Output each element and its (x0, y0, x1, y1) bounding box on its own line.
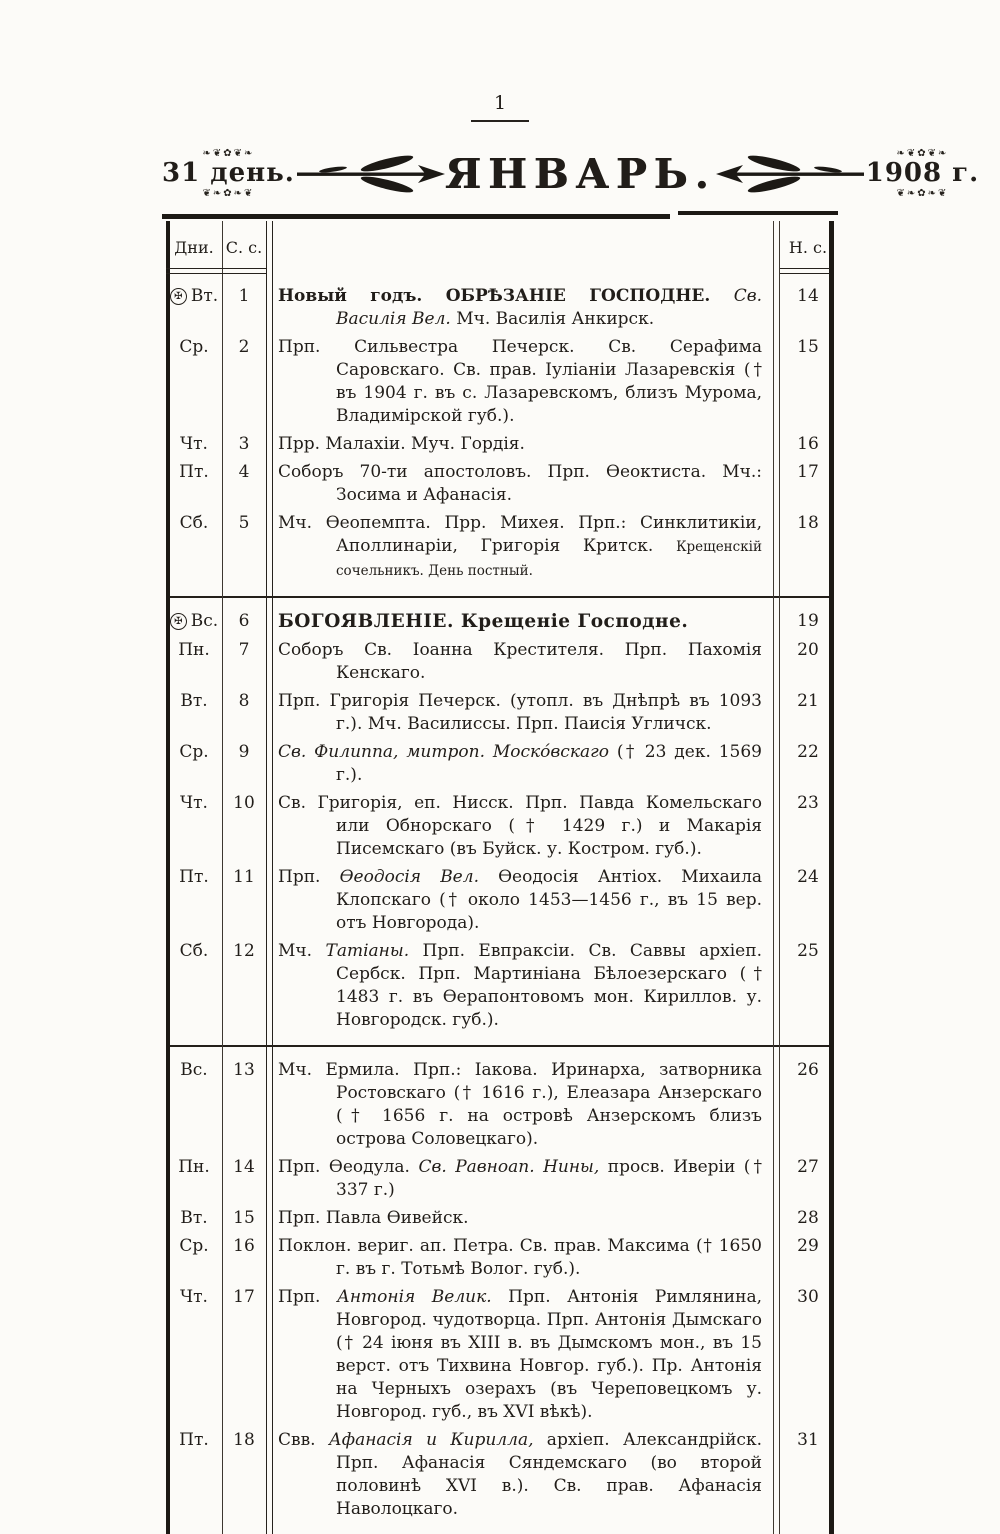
day-of-week-cell (166, 285, 222, 308)
saints-text (266, 741, 782, 787)
day-of-week-label: Сб. (179, 513, 209, 533)
day-of-week-cell (166, 792, 222, 815)
saints-text (266, 1235, 782, 1281)
saints-list: Прп. Ѳеодула. (278, 1157, 419, 1177)
old-style-date: 7 (238, 640, 250, 660)
old-style-date: 3 (238, 434, 250, 454)
saints-list: Соборъ Св. Іоанна Крестителя. Прп. Пахомія Кенскаго. (278, 640, 762, 683)
saints-text (266, 639, 782, 685)
days-count-label: 31 день. (162, 158, 295, 189)
day-of-week-label: Пт. (179, 1430, 209, 1450)
masthead (162, 142, 980, 206)
saints-text (266, 866, 782, 935)
saints-text (266, 1156, 782, 1202)
old-style-date: 16 (233, 1236, 255, 1256)
day-of-week-cell (166, 741, 222, 764)
old-style-date: 15 (233, 1208, 255, 1228)
saint-name-emphasis: Афанасія и Кирилла, (328, 1430, 534, 1450)
day-of-week-cell (166, 940, 222, 963)
saints-list: Ѳеодосія Антіох. Михаила Клопскаго († около 1453—1456 г., въ 15 вер. отъ Новгорода). (336, 867, 762, 933)
old-style-date: 1 (238, 286, 250, 306)
saint-name-emphasis: Св. Филиппа, митроп. Моско́вскаго (278, 742, 609, 762)
day-of-week-label: Ср. (179, 742, 209, 762)
day-of-week-cell (166, 1207, 222, 1230)
saints-list: Соборъ 70-ти апостоловъ. Прп. Ѳеоктиста. Мч.: Зосима и Афанасія. (278, 462, 762, 505)
saints-text (266, 1207, 782, 1230)
day-of-week-cell (166, 610, 222, 633)
new-style-date: 15 (797, 337, 819, 357)
saints-list: († 23 дек. 1569 г.). (336, 742, 763, 785)
new-style-date: 25 (797, 941, 819, 961)
old-style-date: 2 (238, 337, 250, 357)
day-of-week-cell (166, 1059, 222, 1082)
new-style-date: 23 (797, 793, 819, 813)
saints-list: Мч. (278, 941, 326, 961)
saints-list: архіеп. Александрійск. Прп. Афанасія Сяндемскаго (во второй половинѣ XVI в.). Св. прав. Афанасія Наволоцкаго. (336, 1430, 762, 1519)
new-style-date: 19 (797, 611, 819, 631)
header-underline (166, 268, 267, 274)
day-of-week-label: Вт. (180, 691, 208, 711)
saints-text (266, 512, 782, 583)
saints-text (266, 1059, 782, 1151)
saints-list: Прп. Евпраксіи. Св. Саввы архіеп. Сербск. Прп. Мартиніана Бѣлоезерскаго († 1483 г. въ Ѳерапонтовомъ мон. Кириллов. у. Новгородск. губ.). (336, 941, 762, 1030)
day-of-week-cell (166, 433, 222, 456)
new-style-date: 31 (797, 1430, 819, 1450)
old-style-date: 6 (238, 611, 250, 631)
column-header-new-style: Н. с. (788, 237, 828, 257)
day-of-week-cell (166, 866, 222, 889)
column-rule-old-style (266, 221, 273, 1534)
old-style-date: 9 (238, 742, 250, 762)
new-style-date: 14 (797, 286, 819, 306)
column-header-old-style: С. с. (225, 237, 263, 257)
saint-name-emphasis: Татіаны. (325, 941, 410, 961)
day-of-week-cell (166, 1286, 222, 1309)
new-style-date: 26 (797, 1060, 819, 1080)
day-of-week-label: Пт. (179, 867, 209, 887)
day-of-week-label: Вт. (180, 1208, 208, 1228)
column-rule-days (222, 221, 223, 1534)
new-style-date: 18 (797, 513, 819, 533)
old-style-date: 13 (233, 1060, 255, 1080)
old-style-date: 5 (238, 513, 250, 533)
new-style-date: 20 (797, 640, 819, 660)
day-of-week-label: Чт. (180, 434, 208, 454)
saints-list: Мч. Ѳеопемпта. Прр. Михея. Прп.: Синклитикіи, Аполлинаріи, Григорія Критск. (278, 513, 762, 556)
saints-text (266, 336, 782, 428)
old-style-date: 12 (233, 941, 255, 961)
old-style-date: 18 (233, 1430, 255, 1450)
new-style-date: 24 (797, 867, 819, 887)
day-of-week-label: Пн. (178, 640, 210, 660)
saints-list: просв. Иверіи († 337 г.) (336, 1157, 762, 1200)
old-style-date: 8 (238, 691, 250, 711)
saint-name-emphasis: Антонія Велик. (336, 1287, 492, 1307)
header-underline (780, 268, 830, 274)
saints-text (266, 690, 782, 736)
calendar-table (166, 221, 834, 1534)
column-header-days: Дни. (174, 237, 214, 257)
new-style-date: 21 (797, 691, 819, 711)
day-of-week-cell (166, 336, 222, 359)
saints-text (266, 940, 782, 1032)
old-style-date: 14 (233, 1157, 255, 1177)
flourish-ornament: ❦❧✿❧❦ (202, 187, 255, 199)
feast-title: БОГОЯВЛЕНІЕ. Крещеніе Господне. (278, 611, 689, 632)
saints-text (266, 461, 782, 507)
column-rule-new-style (773, 221, 780, 1534)
day-of-week-cell (166, 512, 222, 535)
flourish-ornament: ❦❧✿❧❦ (896, 187, 949, 199)
year-label: 1908 г. (865, 158, 980, 189)
day-of-week-cell (166, 639, 222, 662)
new-style-date: 30 (797, 1287, 819, 1307)
saints-text (266, 610, 782, 634)
days-count-block (162, 149, 295, 199)
saints-text (266, 433, 782, 456)
new-style-date: 16 (797, 434, 819, 454)
new-style-date: 28 (797, 1208, 819, 1228)
saints-text (266, 792, 782, 861)
saint-name-emphasis: Св. Василія Вел. (336, 286, 762, 329)
arrow-ornament-left-icon (716, 152, 866, 196)
day-of-week-label: Вс. (180, 1060, 208, 1080)
day-of-week-label: Ср. (179, 337, 209, 357)
day-of-week-cell (166, 690, 222, 713)
saints-list: Прп. Павла Ѳивейск. (278, 1208, 469, 1228)
table-border-right (829, 221, 834, 1534)
saint-name-emphasis: Св. Равноап. Нины, (418, 1157, 600, 1177)
page-number: 1 (471, 92, 529, 122)
new-style-date: 29 (797, 1236, 819, 1256)
old-style-date: 11 (233, 867, 255, 887)
day-of-week-cell (166, 461, 222, 484)
day-of-week-cell (166, 1235, 222, 1258)
day-of-week-label: Пн. (178, 1157, 210, 1177)
day-of-week-label: Пт. (179, 462, 209, 482)
year-block (866, 149, 979, 199)
day-of-week-label: Ср. (179, 1236, 209, 1256)
saints-list: Поклон. вериг. ап. Петра. Св. прав. Максима († 1650 г. въ г. Тотьмѣ Волог. губ.). (278, 1236, 762, 1279)
saints-text (266, 1286, 782, 1424)
old-style-date: 17 (233, 1287, 255, 1307)
new-style-date: 27 (797, 1157, 819, 1177)
feast-cross-icon: ✠ (170, 288, 187, 305)
saints-list: Св. Григорія, еп. Нисск. Прп. Павда Комельскаго или Обнорскаго († 1429 г.) и Макарія Писемскаго (въ Буйск. у. Костром. губ.). (278, 793, 762, 859)
saints-list: Прп. Григорія Печерск. (утопл. въ Днѣпрѣ въ 1093 г.). Мч. Василиссы. Прп. Паисія Угличск. (278, 691, 762, 734)
saints-list: Прп. (278, 1287, 337, 1307)
table-border-left (166, 221, 170, 1534)
saints-text (266, 285, 782, 331)
saints-list: Прр. Малахіи. Муч. Гордія. (278, 434, 525, 454)
day-of-week-cell (166, 1156, 222, 1179)
fast-note: Крещенскій сочельникъ. День постный. (336, 539, 762, 579)
flourish-ornament: ❧❦✿❦❧ (202, 147, 255, 159)
arrow-ornament-right-icon (295, 152, 445, 196)
saints-list: Мч. Василія Анкирск. (456, 309, 655, 329)
table-header (166, 221, 834, 273)
old-style-date: 4 (238, 462, 250, 482)
old-style-date: 10 (233, 793, 255, 813)
month-title: ЯНВАРЬ. (444, 150, 716, 198)
new-style-date: 22 (797, 742, 819, 762)
day-of-week-label: Чт. (180, 793, 208, 813)
masthead-rule (162, 211, 838, 221)
feast-title: Новый годъ. ОБРѢЗАНІЕ ГОСПОДНЕ. (278, 286, 734, 306)
day-of-week-label: Сб. (179, 941, 209, 961)
saints-list: Прп. Сильвестра Печерск. Св. Серафима Саровскаго. Св. прав. Іуліаніи Лазаревскія († въ 1904 г. въ с. Лазаревскомъ, близъ Мурома, Владимірской губ.). (278, 337, 762, 426)
day-of-week-label: Вт. (190, 286, 219, 306)
day-of-week-label: Вс. (190, 611, 219, 631)
new-style-date: 17 (797, 462, 819, 482)
saints-list: Прп. (278, 867, 340, 887)
saints-list: Свв. (278, 1430, 329, 1450)
saint-name-emphasis: Ѳеодосія Вел. (339, 867, 479, 887)
day-of-week-cell (166, 1429, 222, 1452)
saints-text (266, 1429, 782, 1521)
flourish-ornament: ❧❦✿❦❧ (896, 147, 949, 159)
feast-cross-icon: ✠ (170, 613, 187, 630)
saints-list: Прп. Антонія Римлянина, Новгород. чудотворца. Прп. Антонія Дымскаго († 24 іюня въ XIII в. въ Дымскомъ мон., въ 15 верст. отъ Тихвина Новгор. губ.). Пр. Антонія на Черныхъ озерахъ (въ Череповецкомъ у. Новгород. губ., въ XVI вѣкѣ). (336, 1287, 762, 1422)
day-of-week-label: Чт. (180, 1287, 208, 1307)
saints-list: Мч. Ермила. Прп.: Іакова. Иринарха, затворника Ростовскаго († 1616 г.), Елеазара Анзерскаго († 1656 г. на островѣ Анзерскомъ близъ острова Соловецкаго). (278, 1060, 762, 1149)
